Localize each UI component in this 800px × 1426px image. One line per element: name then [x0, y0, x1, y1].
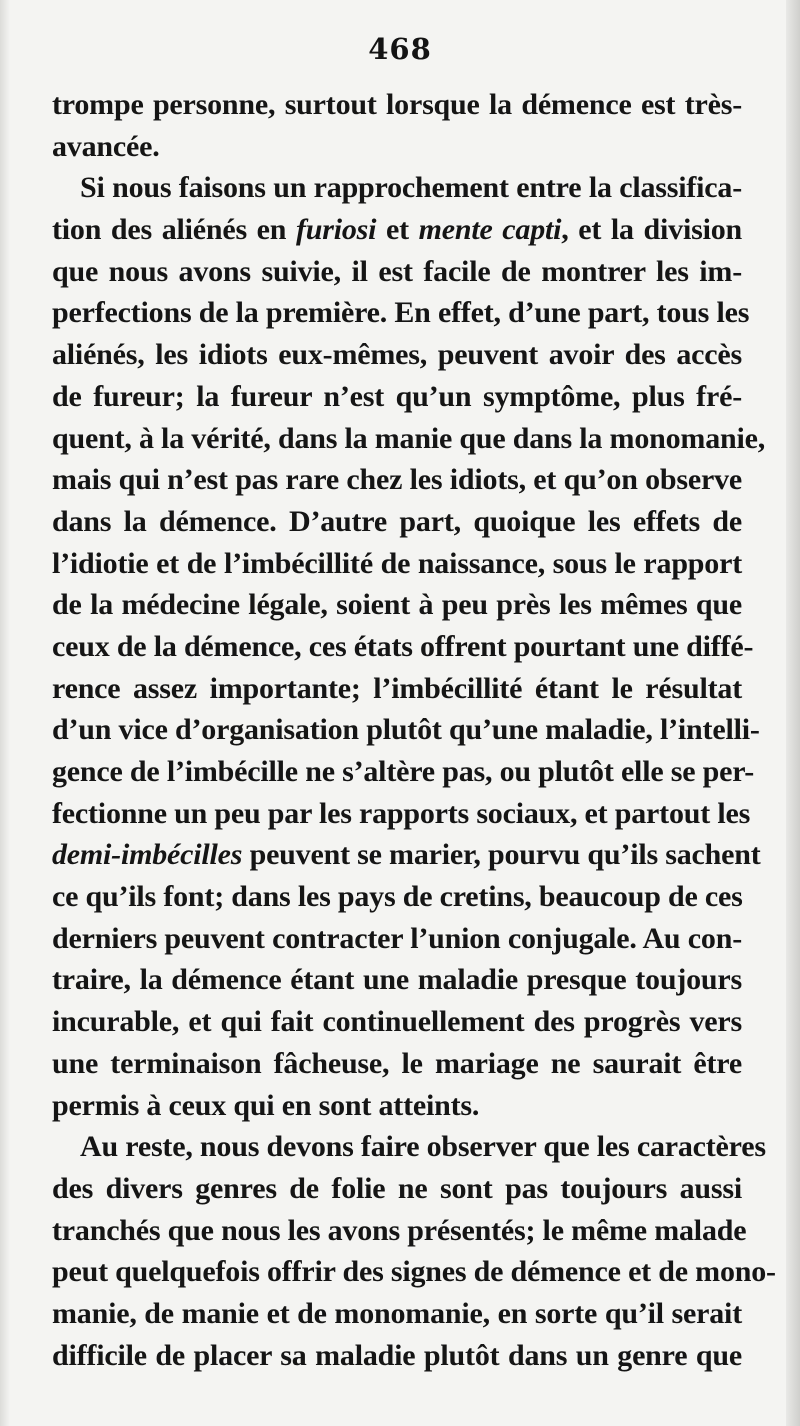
text-line: incurable, et qui fait continuellement des progrès vers — [52, 1005, 742, 1039]
text-line — [52, 209, 742, 251]
text-line: trompe personne, surtout lorsque la démence est très- — [52, 88, 742, 121]
text-line: Au reste, nous devons faire observer que les caractères — [80, 1130, 766, 1164]
text-line: des divers genres de folie ne sont pas toujours aussi — [52, 1171, 742, 1205]
text-run: et — [376, 213, 419, 247]
page-right-shadow — [786, 0, 800, 1426]
page-number: 468 — [368, 32, 432, 66]
text-line: tranchés que nous les avons présentés; le même malade — [52, 1213, 747, 1247]
text-line: fectionne un peu par les rapports sociaux, et partout les — [52, 796, 751, 830]
text-line: mais qui n’est pas rare chez les idiots, et qu’on observe — [52, 463, 742, 497]
text-line: rence assez importante; l’imbécillité étant le résultat — [52, 671, 742, 705]
text-run: , et la division — [561, 213, 742, 247]
text-line: que nous avons suivie, il est facile de montrer les im- — [52, 254, 742, 288]
text-line: une terminaison fâcheuse, le mariage ne saurait être — [52, 1046, 742, 1080]
text-line: de fureur; la fureur n’est qu’un symptôme, plus fré- — [52, 379, 742, 413]
text-line: Si nous faisons un rapprochement entre la classifica- — [80, 171, 742, 205]
text-run: peuvent se marier, pourvu qu’ils sachent — [242, 838, 761, 872]
text-line — [52, 834, 761, 876]
text-line: ceux de la démence, ces états offrent pourtant une diffé- — [52, 629, 754, 663]
text-run: tion des aliénés en — [52, 213, 296, 247]
text-line: manie, de manie et de monomanie, en sorte qu’il serait — [52, 1296, 742, 1330]
text-line: traire, la démence étant une maladie presque toujours — [52, 963, 742, 997]
text-line: difficile de placer sa maladie plutôt dans un genre que — [52, 1338, 742, 1372]
text-line: permis à ceux qui en sont atteints. — [52, 1088, 480, 1122]
text-line: de la médecine légale, soient à peu près les mêmes que — [52, 588, 742, 622]
italic-term: furiosi — [295, 213, 377, 247]
page-left-shadow — [0, 0, 10, 1426]
text-line: derniers peuvent contracter l’union conjugale. Au con- — [52, 921, 742, 955]
text-line: ce qu’ils font; dans les pays de cretins, beaucoup de ces — [52, 880, 743, 914]
text-line: perfections de la première. En effet, d’une part, tous les — [52, 296, 750, 330]
italic-term: demi-imbécilles — [52, 838, 243, 872]
italic-term: mente capti — [418, 213, 562, 247]
text-line: avancée. — [52, 129, 160, 163]
text-line: peut quelquefois offrir des signes de démence et de mono- — [52, 1255, 776, 1289]
text-line: d’un vice d’organisation plutôt qu’une maladie, l’intelli- — [52, 713, 760, 747]
body-text — [52, 84, 776, 1376]
text-line: dans la démence. D’autre part, quoique les effets de — [52, 504, 742, 538]
text-line: quent, à la vérité, dans la manie que dans la monomanie, — [52, 421, 766, 455]
text-line: aliénés, les idiots eux-mêmes, peuvent avoir des accès — [52, 338, 742, 372]
text-line: gence de l’imbécille ne s’altère pas, ou plutôt elle se per- — [52, 755, 755, 788]
text-line: l’idiotie et de l’imbécillité de naissance, sous le rapport — [52, 546, 742, 580]
